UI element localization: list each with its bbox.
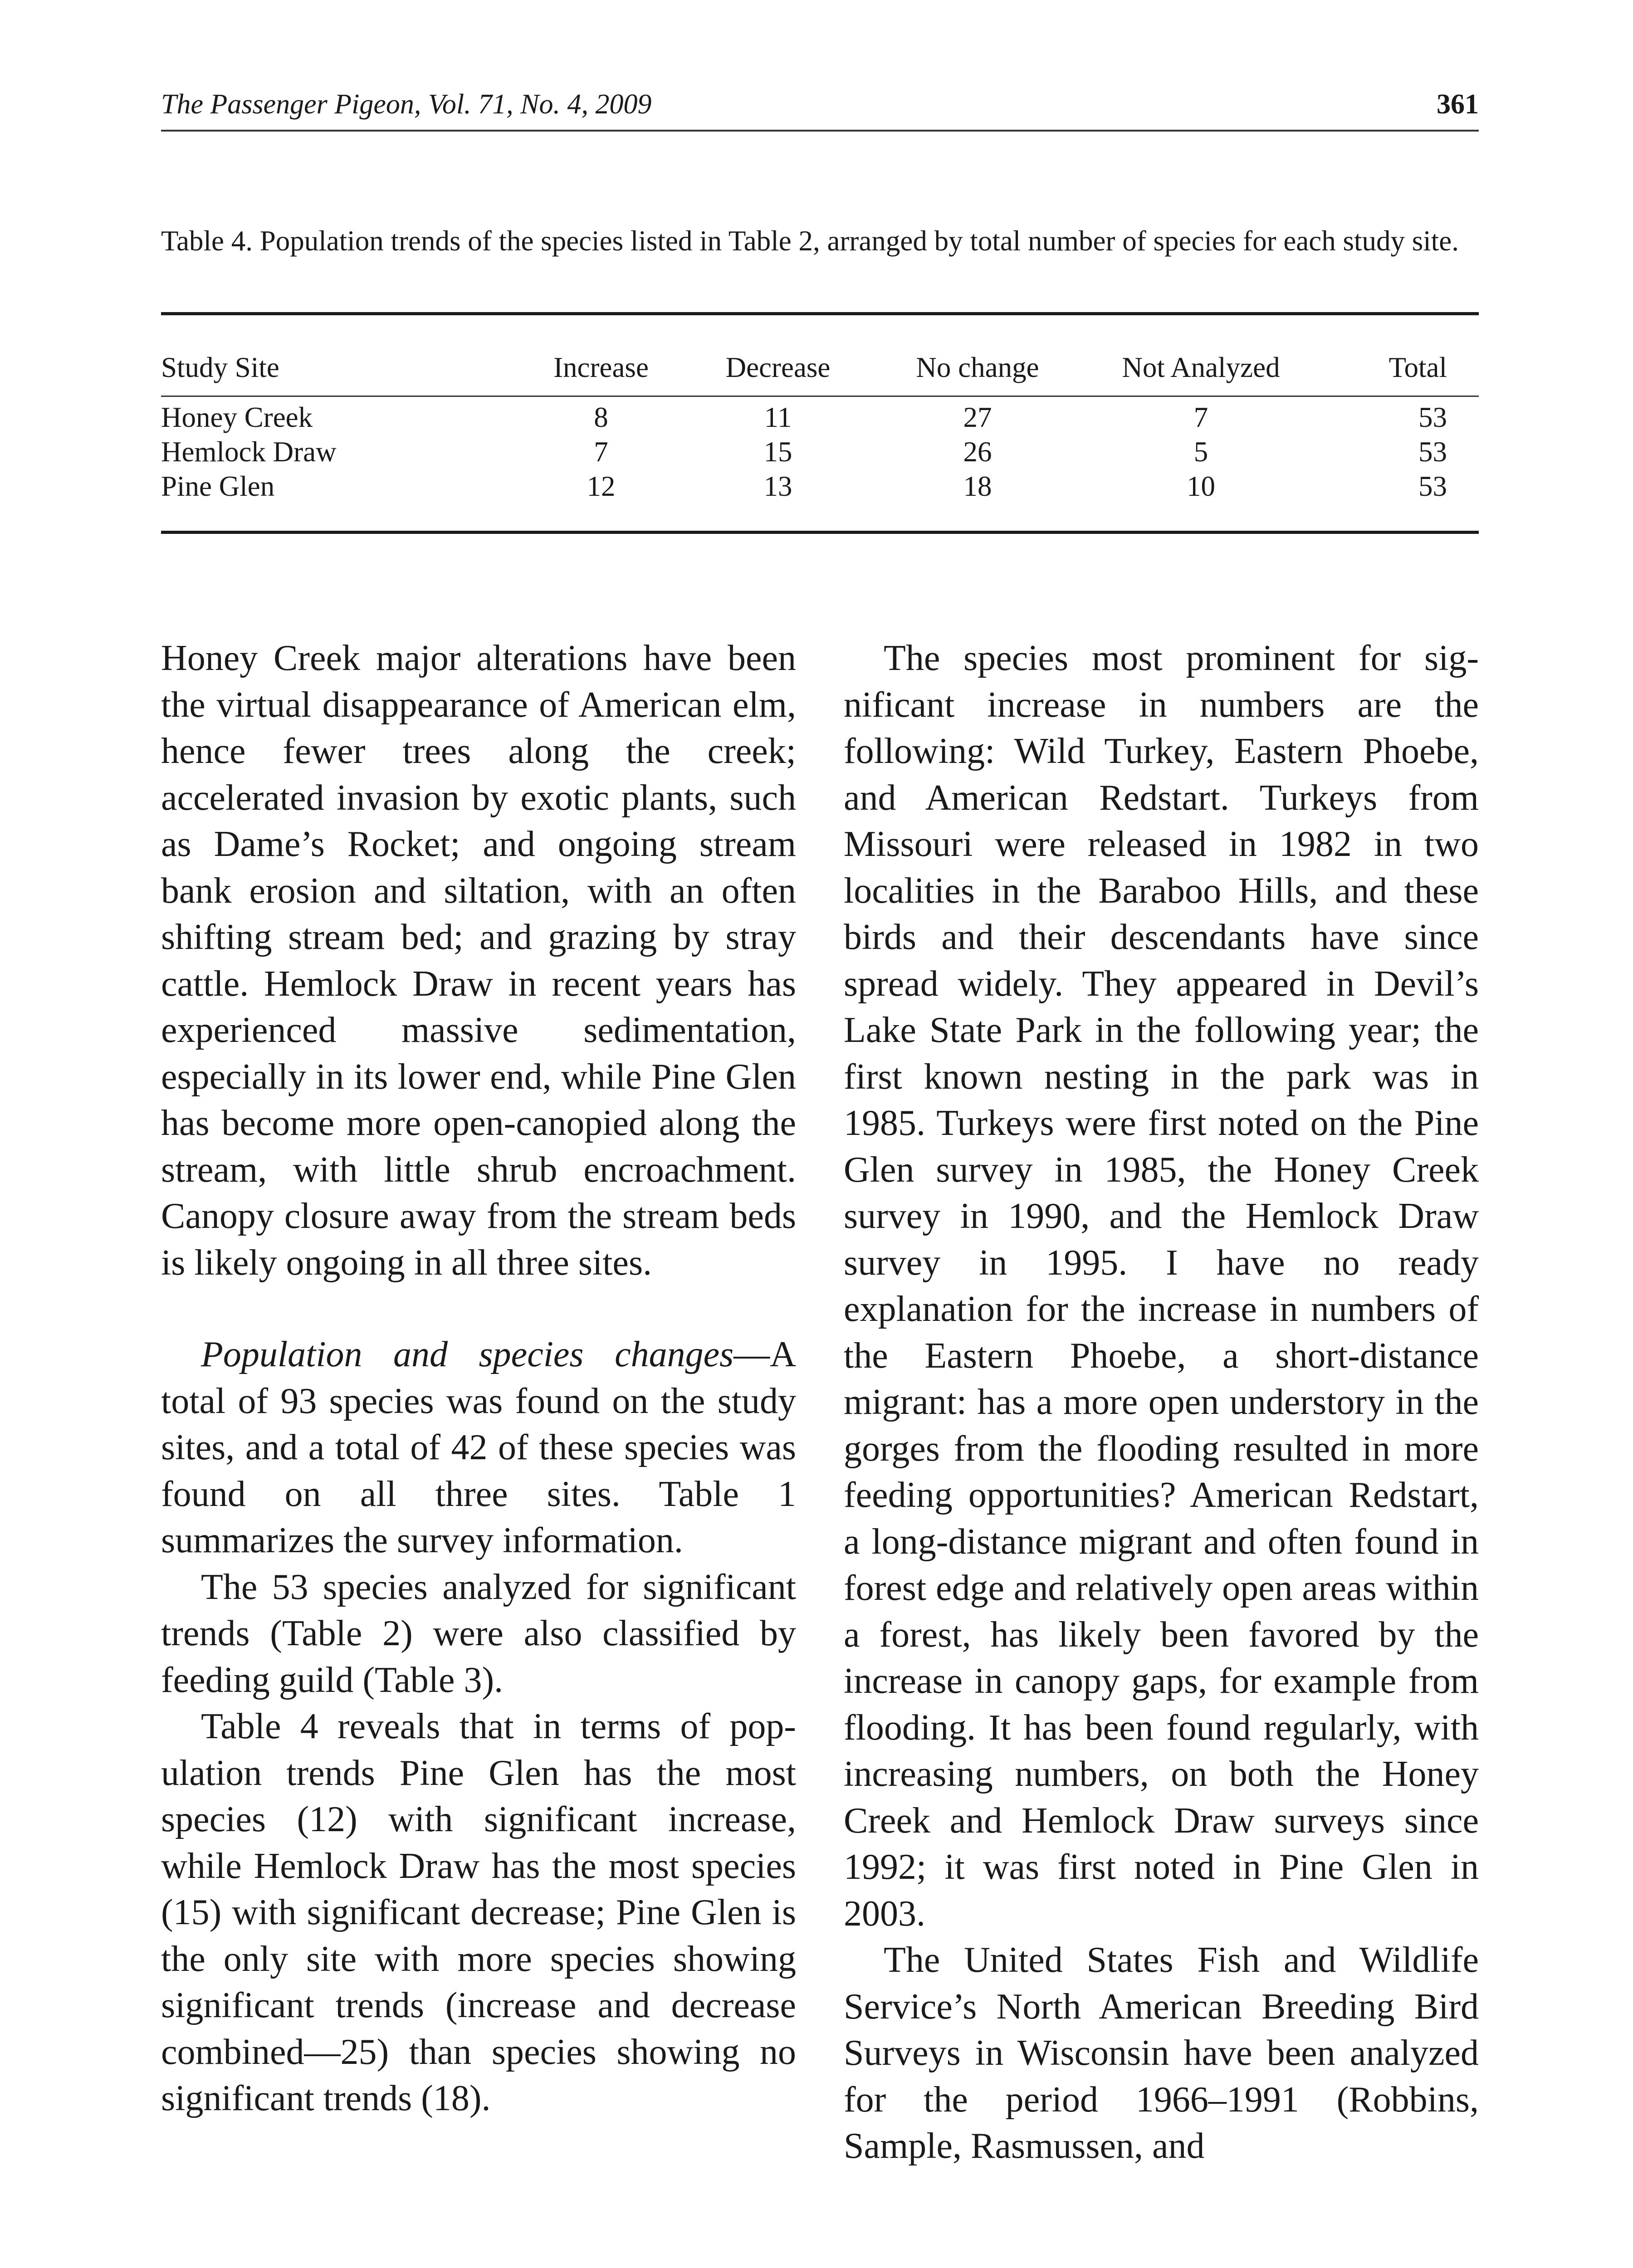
cell-study-site: Pine Glen bbox=[161, 470, 275, 502]
cell-not-analyzed: 5 bbox=[1193, 436, 1208, 468]
table-caption: Table 4. Population trends of the species listed in Table 2, arranged by total number of species for each study site. bbox=[161, 225, 1459, 257]
column-header-increase: Increase bbox=[553, 352, 649, 383]
cell-increase: 7 bbox=[594, 436, 608, 468]
section-heading: Population and species changes bbox=[201, 1334, 734, 1374]
cell-not-analyzed: 7 bbox=[1193, 401, 1208, 433]
population-trends-table bbox=[161, 349, 1479, 503]
column-header-not-analyzed: Not Analyzed bbox=[1122, 352, 1280, 383]
table-bottom-rule bbox=[161, 531, 1479, 534]
running-header bbox=[161, 86, 1479, 132]
cell-no-change: 27 bbox=[963, 401, 992, 433]
cell-increase: 8 bbox=[594, 401, 608, 433]
right-text-column bbox=[844, 635, 1479, 2170]
cell-total: 53 bbox=[1418, 401, 1447, 433]
column-header-total: Total bbox=[1389, 352, 1447, 383]
cell-total: 53 bbox=[1418, 436, 1447, 468]
cell-study-site: Hemlock Draw bbox=[161, 436, 337, 468]
table-top-rule bbox=[161, 312, 1479, 315]
column-header-no-change: No change bbox=[916, 352, 1039, 383]
body-paragraph: The United States Fish and Wildlife Service’s North American Breeding Bird Surveys in Wisconsin have been analyzed for the period 1966–1991 (Robbins, Sample, Rasmussen, and bbox=[844, 1940, 1479, 2166]
column-header-decrease: Decrease bbox=[725, 352, 831, 383]
section-paragraph bbox=[161, 1331, 796, 1564]
cell-decrease: 11 bbox=[764, 401, 792, 433]
journal-citation: The Passenger Pigeon, Vol. 71, No. 4, 2009 bbox=[161, 89, 652, 120]
cell-no-change: 26 bbox=[963, 436, 992, 468]
body-paragraph: Honey Creek major alterations have been the virtual disappearance of American elm, hence fewer trees along the creek; accelerated invasion by exotic plants, such as Dame’s Rocket; and ongoing stream bank erosion and siltation, with an often shifting stream bed; and grazing by stray cattle. Hemlock Draw in recent years has experienced massive sedimentation, especially in its lower end, while Pine Glen has become more open-canopied along the stream, with little shrub encroachment. Canopy closure away from the stream beds is likely ongoing in all three sites. bbox=[161, 638, 796, 1283]
column-header-study-site: Study Site bbox=[161, 352, 279, 383]
section-text: —A total of 93 species was found on the study sites, and a total of 42 of these species was found on all three sites. Table 1 summarizes the survey information. bbox=[161, 1334, 796, 1560]
body-paragraph: Table 4 reveals that in terms of population trends Pine Glen has the most species (12) with significant increase, while Hemlock Draw has the most species (15) with significant decrease; Pine Glen is the only site with more species showing significant trends (increase and decrease combined—25) than species showing no significant trends (18). bbox=[161, 1706, 796, 2118]
cell-no-change: 18 bbox=[963, 470, 992, 502]
cell-total: 53 bbox=[1418, 470, 1447, 502]
cell-decrease: 15 bbox=[763, 436, 792, 468]
table-row bbox=[161, 398, 1479, 435]
table-row bbox=[161, 469, 1479, 503]
table-header-row bbox=[161, 349, 1479, 398]
left-text-column bbox=[161, 635, 796, 2122]
cell-not-analyzed: 10 bbox=[1187, 470, 1215, 502]
cell-study-site: Honey Creek bbox=[161, 401, 313, 433]
cell-increase: 12 bbox=[587, 470, 616, 502]
cell-decrease: 13 bbox=[763, 470, 792, 502]
table-row bbox=[161, 435, 1479, 469]
body-paragraph: The species most prominent for significant increase in numbers are the following: Wild Turkey, Eastern Phoebe, and American Redstart. Turkeys from Missouri were released in 1982 in two localities in the Baraboo Hills, and these birds and their descendants have since spread widely. They appeared in Devil’s Lake State Park in the following year; the first known nesting in the park was in 1985. Turkeys were first noted on the Pine Glen survey in 1985, the Honey Creek survey in 1990, and the Hemlock Draw survey in 1995. I have no ready explanation for the increase in numbers of the Eastern Phoebe, a short-distance migrant: has a more open understory in the gorges from the flooding resulted in more feeding opportunities? American Redstart, a long-distance migrant and often found in forest edge and relatively open areas within a forest, has likely been favored by the increase in canopy gaps, for example from flooding. It has been found regularly, with increasing numbers, on both the Honey Creek and Hemlock Draw surveys since 1992; it was first noted in Pine Glen in 2003. bbox=[844, 638, 1479, 1934]
body-paragraph: The 53 species analyzed for significant trends (Table 2) were also classified by feeding guild (Table 3). bbox=[161, 1567, 796, 1700]
page-number: 361 bbox=[1437, 89, 1479, 120]
